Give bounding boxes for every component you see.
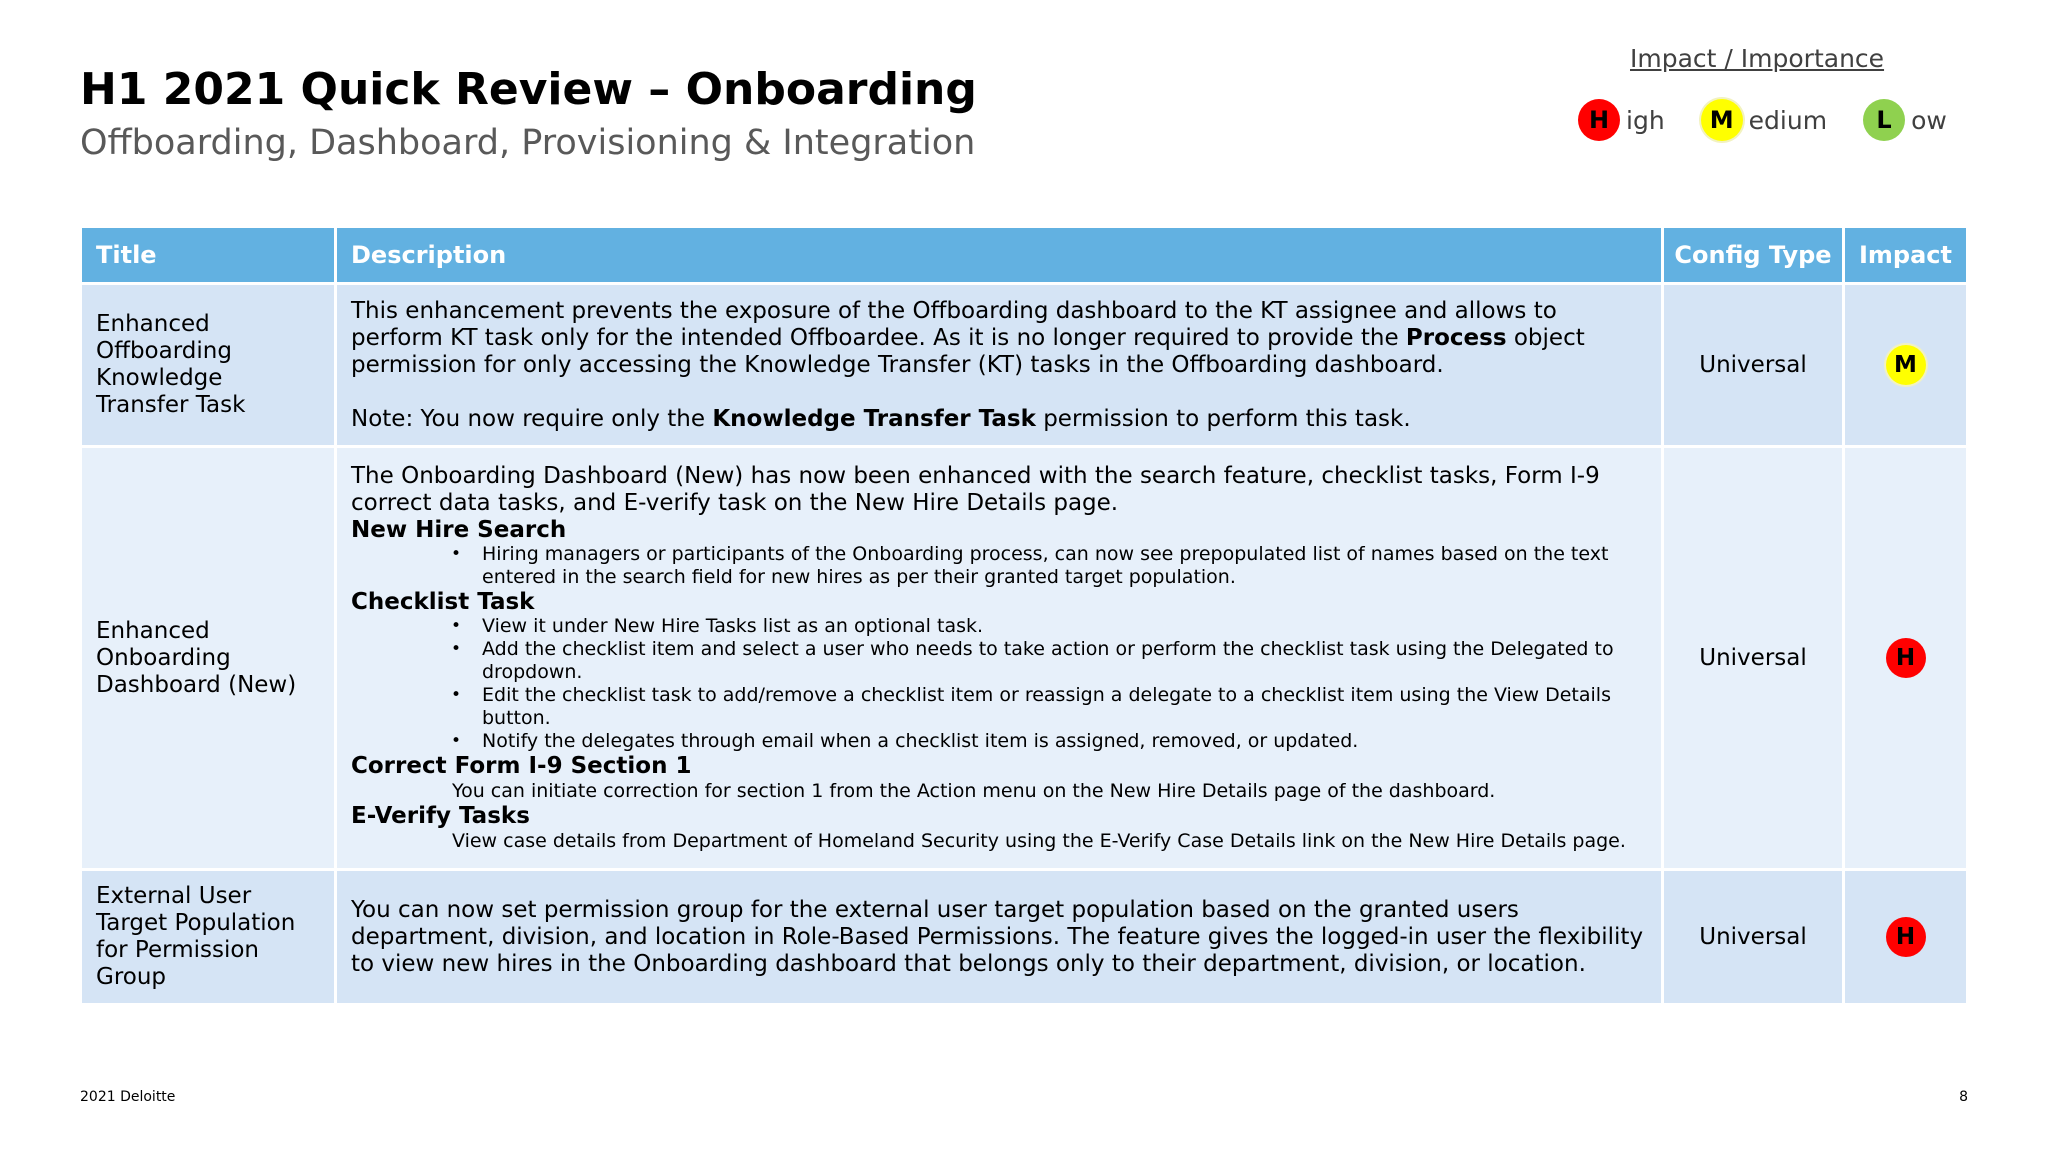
column-header-description: Description bbox=[337, 228, 1661, 282]
description-bold-text: Knowledge Transfer Task bbox=[712, 405, 1036, 432]
review-table bbox=[79, 225, 1969, 1006]
high-impact-icon: H bbox=[1886, 638, 1926, 678]
description-bold-text: Process bbox=[1405, 324, 1507, 351]
bullet-list bbox=[351, 543, 1647, 589]
description-text: object permission for only accessing the Knowledge Transfer (KT) tasks in the Offboarding dashboard. bbox=[351, 324, 1585, 378]
row-impact bbox=[1845, 871, 1966, 1003]
table-row bbox=[82, 285, 1966, 445]
column-header-impact: Impact bbox=[1845, 228, 1966, 282]
page-number: 8 bbox=[1959, 1089, 1968, 1105]
row-title: External User Target Population for Permission Group bbox=[82, 871, 334, 1003]
low-impact-icon: L bbox=[1863, 99, 1905, 141]
legend-heading: Impact / Importance bbox=[1630, 44, 1885, 73]
table-header-row bbox=[82, 228, 1966, 282]
impact-legend bbox=[1578, 99, 1947, 141]
row-title: Enhanced Onboarding Dashboard (New) bbox=[82, 448, 334, 868]
page-title: H1 2021 Quick Review – Onboarding bbox=[80, 64, 977, 115]
section-heading-new-hire-search: New Hire Search bbox=[351, 517, 567, 543]
row-title: Enhanced Offboarding Knowledge Transfer Task bbox=[82, 285, 334, 445]
row-description: You can now set permission group for the external user target population based on the granted users department, division, and location in Role-Based Permissions. The feature gives the logged-in user the flexibility to view new hires in the Onboarding dashboard that belongs only to their department, division, or location. bbox=[337, 871, 1661, 1003]
description-text: This enhancement prevents the exposure of the Offboarding dashboard to the KT assignee and allows to perform KT task only for the intended Offboardee. As it is no longer required to provide the bbox=[351, 297, 1557, 351]
high-impact-icon: H bbox=[1886, 917, 1926, 957]
legend-label-high: igh bbox=[1626, 105, 1665, 135]
footer-copyright: 2021 Deloitte bbox=[80, 1089, 176, 1105]
medium-impact-icon: M bbox=[1886, 345, 1926, 385]
legend-item-medium bbox=[1701, 99, 1827, 141]
legend-item-high bbox=[1578, 99, 1665, 141]
legend-label-low: ow bbox=[1911, 105, 1947, 135]
description-paragraph bbox=[351, 298, 1647, 379]
legend-item-low bbox=[1863, 99, 1947, 141]
section-heading-e-verify: E-Verify Tasks bbox=[351, 803, 530, 829]
row-config-type: Universal bbox=[1664, 871, 1842, 1003]
row-impact bbox=[1845, 285, 1966, 445]
list-item: • View it under New Hire Tasks list as an optional task. bbox=[482, 615, 1647, 638]
legend-label-medium: edium bbox=[1748, 105, 1828, 135]
list-item: • Hiring managers or participants of the Onboarding process, can now see prepopulated list of names based on the text entered in the search field for new hires as per their granted target population. bbox=[482, 543, 1647, 589]
description-text: Note: You now require only the bbox=[351, 405, 713, 432]
description-paragraph: The Onboarding Dashboard (New) has now been enhanced with the search feature, checklist tasks, Form I-9 correct data tasks, and E-verify task on the New Hire Details page. bbox=[351, 463, 1600, 516]
row-description bbox=[337, 285, 1661, 445]
medium-impact-icon: M bbox=[1701, 99, 1743, 141]
high-impact-icon: H bbox=[1578, 99, 1620, 141]
column-header-title: Title bbox=[82, 228, 334, 282]
table-row bbox=[82, 448, 1966, 868]
description-note bbox=[351, 406, 1647, 433]
section-heading-checklist-task: Checklist Task bbox=[351, 589, 535, 615]
list-item: • Notify the delegates through email when a checklist item is assigned, removed, or updated. bbox=[482, 730, 1647, 753]
section-heading-form-i9: Correct Form I-9 Section 1 bbox=[351, 753, 692, 779]
list-item: • Edit the checklist task to add/remove a checklist item or reassign a delegate to a checklist item using the View Details button. bbox=[482, 684, 1647, 730]
page-subtitle: Offboarding, Dashboard, Provisioning & Integration bbox=[80, 123, 976, 163]
bullet-list bbox=[351, 615, 1647, 753]
section-text: You can initiate correction for section 1 from the Action menu on the New Hire Details page of the dashboard. bbox=[452, 780, 1496, 802]
column-header-config-type: Config Type bbox=[1664, 228, 1842, 282]
section-text: View case details from Department of Homeland Security using the E-Verify Case Details link on the New Hire Details page. bbox=[452, 830, 1626, 852]
table-row bbox=[82, 871, 1966, 1003]
description-text: permission to perform this task. bbox=[1035, 405, 1411, 432]
row-description bbox=[337, 448, 1661, 868]
row-config-type: Universal bbox=[1664, 448, 1842, 868]
row-impact bbox=[1845, 448, 1966, 868]
list-item: • Add the checklist item and select a user who needs to take action or perform the checklist task using the Delegated to dropdown. bbox=[482, 638, 1647, 684]
row-config-type: Universal bbox=[1664, 285, 1842, 445]
